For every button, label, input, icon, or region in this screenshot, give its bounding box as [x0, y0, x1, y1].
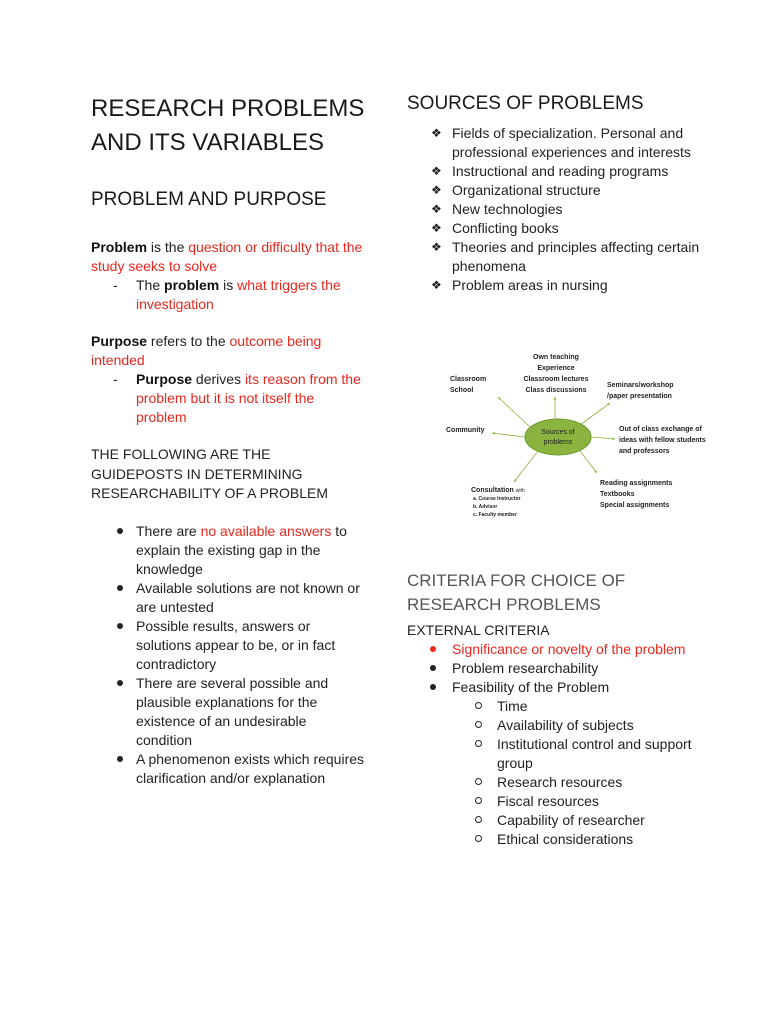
diamond-bullet-icon: ❖ — [431, 221, 442, 235]
circle-bullet — [475, 721, 482, 728]
purpose-sub-connector: derives — [192, 371, 245, 387]
diagram-center-line-2: problems — [543, 439, 573, 446]
problem-sub-connector: is — [219, 277, 238, 293]
guideposts-list — [91, 522, 366, 788]
diagram-bottom-left-title — [471, 487, 525, 494]
diagram-bottom-left-item-1: a. Course Instructor — [473, 496, 521, 502]
guideposts-heading: THE FOLLOWING ARE THE GUIDEPOSTS IN DETERMINING RESEARCHABILITY OF A PROBLEM — [91, 446, 329, 501]
source-item — [407, 200, 707, 219]
guidepost-text: Available solutions are not known or are untested — [136, 579, 360, 615]
problem-sub-list — [91, 276, 366, 314]
diagram-top-line-2: Experience — [537, 365, 575, 372]
bullet-dot — [430, 646, 436, 652]
diagram-arrow — [498, 397, 530, 427]
left-column — [91, 92, 366, 788]
source-item — [407, 181, 707, 200]
feasibility-text: Availability of subjects — [497, 717, 634, 733]
diagram-arrow — [591, 437, 615, 439]
consultation-with-label: with — [515, 488, 525, 494]
circle-bullet — [475, 778, 482, 785]
diagram-top-left-line-1: Classroom — [450, 376, 487, 383]
problem-sub-item — [91, 276, 366, 314]
purpose-definition — [91, 332, 366, 370]
source-text: Theories and principles affecting certain phenomena — [452, 239, 700, 274]
diagram-bottom-right-line-2: Textbooks — [600, 491, 635, 498]
diagram-arrow — [492, 433, 525, 437]
problem-sub-definition: what triggers the investigation — [136, 277, 341, 312]
diagram-top-line-4: Class discussions — [525, 387, 587, 394]
problem-definition-text: question or difficulty that the study seeks to solve — [91, 239, 363, 274]
external-criteria-heading: EXTERNAL CRITERIA — [407, 622, 550, 638]
circle-bullet — [475, 835, 482, 842]
feasibility-item — [452, 697, 707, 716]
dash-bullet: - — [113, 371, 118, 387]
guidepost-item — [91, 522, 366, 579]
diagram-right-line-1: Out of class exchange of — [619, 426, 702, 433]
diagram-center-ellipse — [525, 419, 591, 455]
diagram-arrowhead — [612, 437, 615, 440]
criteria-heading: CRITERIA FOR CHOICE OF RESEARCH PROBLEMS — [407, 571, 626, 614]
feasibility-text: Capability of researcher — [497, 812, 645, 828]
criteria-text: Problem researchability — [452, 660, 599, 676]
diamond-bullet-icon: ❖ — [431, 164, 442, 178]
criteria-list — [407, 640, 707, 849]
diagram-top-right-line-1: Seminars/workshop — [607, 382, 674, 389]
source-text: Problem areas in nursing — [452, 277, 608, 293]
diagram-arrow — [580, 403, 610, 425]
diagram-right-line-3: and professors — [619, 448, 670, 455]
guidepost-first-tail: to explain the existing gap in the knowledge — [136, 522, 347, 577]
feasibility-item — [452, 811, 707, 830]
sources-heading: SOURCES OF PROBLEMS — [407, 93, 644, 114]
feasibility-text: Research resources — [497, 774, 623, 790]
feasibility-item — [452, 792, 707, 811]
bullet-dot — [430, 665, 436, 671]
source-item — [407, 276, 707, 295]
diagram-bottom-left-item-3: c. Faculty member — [473, 512, 517, 518]
source-text: New technologies — [452, 201, 563, 217]
guidepost-text: A phenomenon exists which requires clarification and/or explanation — [136, 750, 365, 786]
feasibility-item — [452, 716, 707, 735]
source-text: Fields of specialization. Personal and professional experiences and interests — [452, 125, 691, 160]
purpose-sub-definition: its reason from the problem but it is not itself the problem — [136, 371, 361, 425]
diagram-center-line-1: Sources of — [541, 429, 575, 436]
consultation-label: Consultation — [471, 487, 514, 494]
purpose-connector: refers to the — [147, 333, 230, 349]
bullet-dot — [430, 684, 436, 690]
diagram-top-right-line-2: /paper presentation — [607, 393, 672, 400]
section-heading-problem-purpose: PROBLEM AND PURPOSE — [91, 189, 327, 210]
bullet-dot — [117, 756, 123, 762]
purpose-sub-item — [91, 370, 366, 427]
feasibility-list — [452, 697, 707, 849]
right-column — [407, 92, 707, 295]
guidepost-text: Possible results, answers or solutions appear to be, or in fact contradictory — [136, 617, 336, 672]
feasibility-item — [452, 735, 707, 773]
diagram-left-line-1: Community — [446, 427, 485, 434]
guidepost-item — [91, 750, 366, 788]
feasibility-text: Institutional control and support group — [497, 736, 692, 771]
guidepost-item — [91, 579, 366, 617]
diamond-bullet-icon: ❖ — [431, 126, 442, 140]
guidepost-first-lead: There are — [136, 522, 201, 539]
source-text: Organizational structure — [452, 182, 601, 198]
source-text: Conflicting books — [452, 220, 559, 236]
page-title: RESEARCH PROBLEMS AND ITS VARIABLES — [91, 95, 365, 156]
diagram-arrow — [580, 451, 597, 473]
diagram-top-left-line-2: School — [450, 387, 474, 394]
feasibility-item — [452, 830, 707, 849]
source-item — [407, 238, 707, 276]
diagram-bottom-right-line-3: Special assignments — [600, 502, 670, 509]
source-item — [407, 124, 707, 162]
criteria-item — [407, 659, 707, 678]
diagram-top-line-3: Classroom lectures — [523, 376, 589, 383]
problem-term: Problem — [91, 239, 148, 255]
criteria-text: Significance or novelty of the problem — [452, 641, 686, 657]
bullet-dot — [117, 528, 123, 534]
guidepost-text: There are several possible and plausible explanations for the existence of an undesirable condition — [136, 674, 329, 748]
problem-sub-lead: The — [136, 277, 165, 293]
criteria-item — [407, 678, 707, 849]
sources-diagram — [440, 345, 730, 525]
criteria-text: Feasibility of the Problem — [452, 679, 610, 695]
source-item — [407, 219, 707, 238]
circle-bullet — [475, 740, 482, 747]
circle-bullet — [475, 816, 482, 823]
circle-bullet — [475, 797, 482, 804]
purpose-term: Purpose — [91, 333, 148, 349]
guidepost-item — [91, 674, 366, 750]
guidepost-first-red: no available answers — [200, 522, 332, 539]
problem-sub-term: problem — [164, 277, 220, 293]
diamond-bullet-icon: ❖ — [431, 202, 442, 216]
feasibility-text: Time — [497, 698, 528, 714]
criteria-section — [407, 569, 707, 849]
feasibility-text: Fiscal resources — [497, 793, 599, 809]
problem-connector: is the — [147, 239, 189, 255]
source-item — [407, 162, 707, 181]
problem-definition — [91, 238, 366, 276]
diagram-arrow — [514, 451, 538, 482]
diamond-bullet-icon: ❖ — [431, 278, 442, 292]
dash-bullet: - — [113, 277, 118, 293]
diagram-arrowhead — [554, 397, 557, 400]
diagram-right-line-2: ideas with fellow students — [619, 437, 706, 444]
criteria-item — [407, 640, 707, 659]
diamond-bullet-icon: ❖ — [431, 240, 442, 254]
bullet-dot — [117, 585, 123, 591]
diagram-bottom-right-line-1: Reading assignments — [600, 480, 673, 487]
feasibility-item — [452, 773, 707, 792]
diagram-top-line-1: Own teaching — [533, 354, 579, 361]
diamond-bullet-icon: ❖ — [431, 183, 442, 197]
guidepost-item — [91, 617, 366, 674]
diagram-bottom-left-item-2: b. Advisor — [473, 504, 498, 510]
source-text: Instructional and reading programs — [452, 163, 669, 179]
sources-list — [407, 124, 707, 295]
purpose-definition-text: outcome being intended — [91, 333, 322, 368]
feasibility-text: Ethical considerations — [497, 831, 634, 847]
bullet-dot — [117, 623, 123, 629]
bullet-dot — [117, 680, 123, 686]
purpose-sub-term: Purpose — [136, 371, 193, 387]
circle-bullet — [475, 702, 482, 709]
purpose-sub-list — [91, 370, 366, 427]
